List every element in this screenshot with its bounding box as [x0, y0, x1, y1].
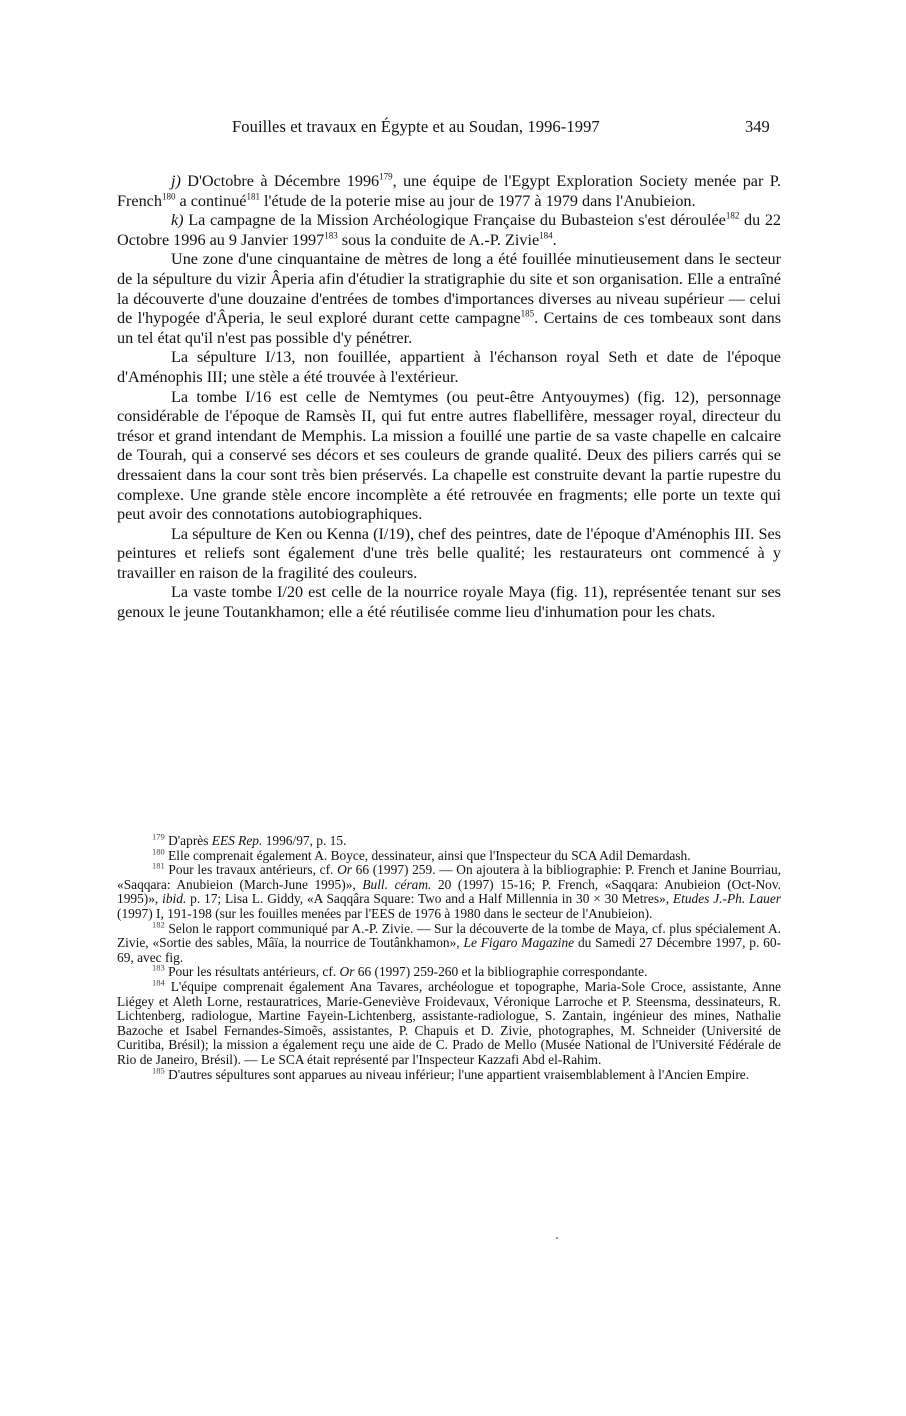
- text-run: 66 (1997) 259. — On ajoutera à la bibliographie: P. French et Janine Bourriau, «Saqqara: Anubieion (March-June 1995)»,: [117, 862, 781, 892]
- text-run: Selon le rapport communiqué par A.-P. Zivie. — Sur la découverte de la tombe de Maya, cf. plus spécialement A. Zivie, «Sortie des sables, Mâïa, la nourrice de Toutânkhamon»,: [117, 920, 781, 951]
- footnote-180: [117, 846, 781, 864]
- paragraph-label: j): [171, 172, 181, 190]
- footnote-179: [117, 831, 781, 849]
- footnote-ref-185[interactable]: 185: [520, 308, 535, 319]
- footnote-ref-184[interactable]: 184: [539, 230, 553, 241]
- footnote-number: 183: [152, 962, 165, 973]
- footnote-184: [117, 977, 781, 1068]
- text-run: 1996/97, p. 15.: [262, 833, 347, 848]
- page-number: 349: [745, 117, 770, 136]
- footnote-number: 182: [152, 919, 165, 930]
- text-run: . Certains de ces tombeaux sont dans un tel état qu'il n'est pas possible d'y pénétrer.: [117, 309, 781, 347]
- text-run: .: [552, 230, 557, 249]
- footnote-ref-179[interactable]: 179: [379, 171, 393, 182]
- footnotes: [117, 831, 781, 1082]
- text-run: l'étude de la poterie mise au jour de 1977 à 1979 dans l'Anubieion.: [259, 191, 696, 210]
- paragraph-label: k): [171, 211, 184, 230]
- scan-speck: [556, 1237, 558, 1239]
- paragraph-j: [117, 172, 781, 211]
- text-run: , une équipe de l'Egypt Exploration Society menée par P. French: [117, 172, 781, 210]
- italic-title: Or: [339, 964, 355, 980]
- text-run: D'autres sépultures sont apparues au niveau inférieur; l'une appartient vraisemblablement à l'Ancien Empire.: [164, 1066, 750, 1082]
- text-run: Une zone d'une cinquantaine de mètres de long a été fouillée minutieusement dans le secteur de la sépulture du vizir Âperia afin d'étudier la stratigraphie du site et son organisation. Elle a entraîné la découverte d'une douzaine d'entrées de tombes d'importances diverses au niveau supérieur — celui de l'hypogée d'Âperia, le seul exploré durant cette campagne: [117, 250, 781, 328]
- text-run: Pour les résultats antérieurs, cf.: [164, 964, 340, 980]
- paragraph-k: [117, 211, 781, 250]
- footnote-number: 180: [152, 846, 165, 857]
- footnote-183: [117, 962, 781, 980]
- footnote-185: [117, 1065, 781, 1083]
- italic-title: Le Figaro Magazine: [463, 935, 575, 951]
- footnote-ref-180[interactable]: 180: [161, 191, 176, 202]
- paragraph-tomb-i19: La sépulture de Ken ou Kenna (I/19), chef des peintres, date de l'époque d'Aménophis III. Ses peintures et reliefs sont également d'une très belle qualité; les restaurateurs ont commencé à y travailler en raison de la fragilité des couleurs.: [117, 524, 781, 582]
- text-run: L'équipe comprenait également Ana Tavares, archéologue et topographe, Maria-Sole Croce, assistante, Anne Liégey et Aleth Lorne, restauratrices, Marie-Geneviève Froidevaux, Véronique Larroche et P. Steensma, dessinateurs, R. Lichtenberg, radiologue, Martine Fayein-Lichtenberg, assistante-radiologue, S. Zantain, ingénieur des mines, Nathalie Bazoche et Isabel Fernandes-Simoẽs, assistantes, P. Chapuis et D. Zivie, photographes, M. Schneider (Université de Curitiba, Brésil); la mission a également reçu une aide de C. Prado de Mello (Musée National de l'Université Fédérale de Rio de Janeiro, Brésil). — Le SCA était représenté par l'Inspecteur Kazzafi Abd el-Rahim.: [117, 978, 781, 1067]
- italic-title: ibid.: [162, 891, 187, 907]
- paragraph-tomb-i13: La sépulture I/13, non fouillée, appartient à l'échanson royal Seth et date de l'époque d'Aménophis III; une stèle a été trouvée à l'extérieur.: [117, 348, 781, 386]
- footnote-181: [117, 860, 781, 921]
- text-run: du Samedi 27 Décembre 1997, p. 60-69, avec fig.: [117, 935, 781, 965]
- text-run: 20 (1997) 15-16; P. French, «Saqqara: Anubieion (Oct-Nov. 1995)»,: [117, 876, 781, 907]
- paragraph-zone: [117, 250, 781, 348]
- text-run: D'après: [164, 833, 212, 848]
- text-run: du 22 Octobre 1996 au 9 Janvier 1997: [117, 211, 782, 249]
- italic-title: Etudes J.-Ph. Lauer: [672, 891, 781, 907]
- text-run: D'Octobre à Décembre 1996: [180, 172, 380, 190]
- footnote-number: 184: [152, 977, 165, 988]
- text-run: (1997) I, 191-198 (sur les fouilles menées par l'EES de 1976 à 1980 dans le secteur de l'Anubieion).: [117, 905, 653, 921]
- running-title: Fouilles et travaux en Égypte et au Soudan, 1996-1997: [232, 117, 600, 136]
- paragraph-tomb-i16: La tombe I/16 est celle de Nemtymes (ou peut-être Antyouymes) (fig. 12), personnage considérable de l'époque de Ramsès II, qui fut entre autres flabellifère, messager royal, directeur du trésor et grand intendant de Memphis. La mission a fouillé une partie de sa vaste chapelle en calcaire de Tourah, qui a conservé ses décors et ses couleurs de grande qualité. Deux des piliers carrés qui se dressaient dans la cour sont très bien préservés. La chapelle est construite devant la partie rupestre du complexe. Une grande stèle encore incomplète a été retrouvée en fragments; elle porte un texte qui peut avoir des connotations autobiographiques.: [117, 387, 781, 524]
- italic-title: Bull. céram.: [362, 876, 432, 892]
- text-run: p. 17; Lisa L. Giddy, «A Saqqâra Square: Two and a Half Millennia in 30 × 30 Metres»,: [186, 891, 673, 907]
- footnote-number: 181: [152, 860, 165, 871]
- footnote-ref-181[interactable]: 181: [246, 191, 260, 202]
- text-run: La campagne de la Mission Archéologique Française du Bubasteion s'est déroulée: [183, 211, 726, 230]
- main-text: [117, 172, 781, 623]
- italic-title: Or: [337, 862, 352, 878]
- footnote-ref-182[interactable]: 182: [725, 210, 740, 221]
- footnote-ref-183[interactable]: 183: [324, 230, 338, 241]
- text-run: sous la conduite de A.-P. Zivie: [337, 230, 540, 249]
- footnote-182: [117, 919, 781, 966]
- text-run: Pour les travaux antérieurs, cf.: [164, 862, 338, 878]
- footnote-number: 179: [152, 831, 165, 842]
- text-run: Elle comprenait également A. Boyce, dessinateur, ainsi que l'Inspecteur du SCA Adil Demardash.: [164, 847, 691, 863]
- paragraph-tomb-i20: La vaste tombe I/20 est celle de la nourrice royale Maya (fig. 11), représentée tenant sur ses genoux le jeune Toutankhamon; elle a été réutilisée comme lieu d'inhumation pour les chats.: [117, 583, 781, 622]
- italic-title: EES Rep.: [211, 833, 263, 848]
- text-run: a continué: [175, 191, 247, 210]
- text-run: 66 (1997) 259-260 et la bibliographie correspondante.: [354, 964, 648, 980]
- footnote-number: 185: [152, 1065, 165, 1076]
